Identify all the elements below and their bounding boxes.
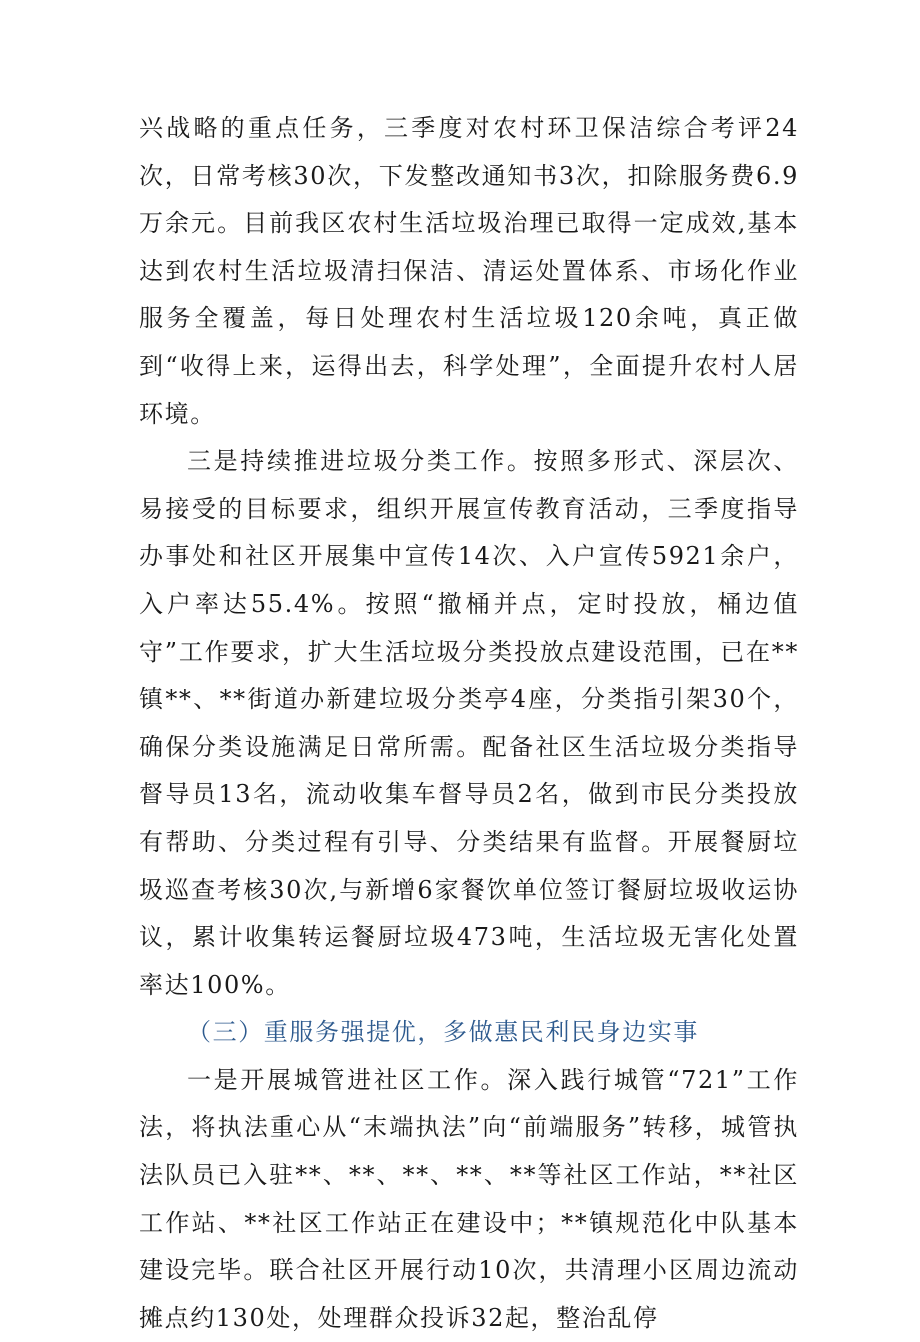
paragraph-garbage-sorting: 三是持续推进垃圾分类工作。按照多形式、深层次、易接受的目标要求，组织开展宣传教育活动，三季度指导办事处和社区开展集中宣传14次、入户宣传5921余户，入户率达55.4%。按照“撤桶并点，定时投放，桶边值守”工作要求，扩大生活垃圾分类投放点建设范围，已在**镇**、**街道办新建垃圾分类亭4座，分类指引架30个，确保分类设施满足日常所需。配备社区生活垃圾分类指导督导员13名，流动收集车督导员2名，做到市民分类投放有帮助、分类过程有引导、分类结果有监督。开展餐厨垃圾巡查考核30次,与新增6家餐饮单位签订餐厨垃圾收运协议，累计收集转运餐厨垃圾473吨，生活垃圾无害化处置率达100%。 [139, 447, 799, 999]
paragraph-rural-sanitation: 兴战略的重点任务，三季度对农村环卫保洁综合考评24次，日常考核30次，下发整改通知书3次，扣除服务费6.9万余元。目前我区农村生活垃圾治理已取得一定成效,基本达到农村生活垃圾清扫保洁、清运处置体系、市场化作业服务全覆盖，每日处理农村生活垃圾120余吨，真正做到“收得上来，运得出去，科学处理”，全面提升农村人居环境。 [139, 114, 799, 428]
paragraph-community-management: 一是开展城管进社区工作。深入践行城管“721”工作法，将执法重心从“末端执法”向“前端服务”转移，城管执法队员已入驻**、**、**、**、**等社区工作站，**社区工作站、**社区工作站正在建设中；**镇规范化中队基本建设完毕。联合社区开展行动10次，共清理小区周边流动摊点约130处，处理群众投诉32起，整治乱停 [139, 1065, 799, 1332]
section-heading-three: （三）重服务强提优，多做惠民利民身边实事 [187, 1018, 699, 1047]
document-body [139, 105, 799, 1342]
